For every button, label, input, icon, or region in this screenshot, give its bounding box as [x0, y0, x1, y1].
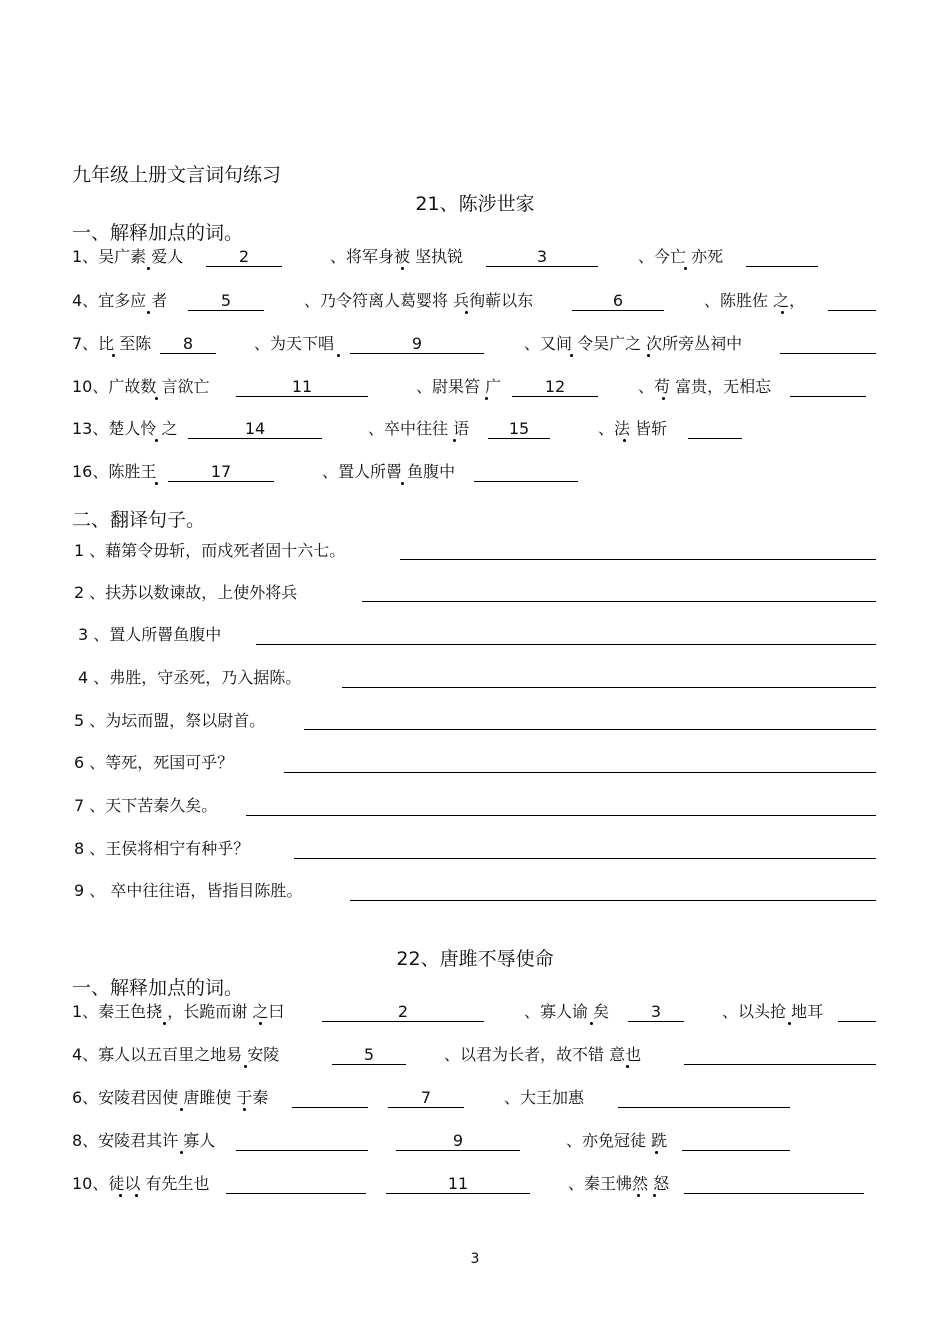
l21-q1-blank[interactable]: 2: [206, 247, 282, 267]
l21-q15-text: 、法 皆斩: [598, 419, 668, 438]
l21-q4-blank[interactable]: 5: [188, 291, 264, 311]
l22-q1-text: 1、秦王色挠 ，长跪而谢 之曰: [72, 1002, 285, 1021]
emphasis-dot: [684, 267, 687, 270]
l22-q8-text: 8、安陵君其许 寡人: [72, 1131, 216, 1150]
l22-q10-blank[interactable]: 11: [386, 1174, 530, 1194]
l21-q9-text: 、又间 令吴广之 次所旁丛祠中: [524, 334, 743, 353]
l21-q5-blank[interactable]: 6: [572, 291, 664, 311]
emphasis-dot: [163, 1022, 166, 1025]
emphasis-dot: [453, 439, 456, 442]
l22-q6-text: 6、安陵君因使 唐雎使 于秦: [72, 1088, 269, 1107]
l22-q2-text: 、寡人谕 矣: [524, 1002, 610, 1021]
emphasis-dot: [662, 397, 665, 400]
translate-sentence-9: 9 、 卒中往往语，皆指目陈胜。: [74, 881, 303, 900]
emphasis-dot: [590, 1022, 593, 1025]
l21-q12-text: 、苟 富贵，无相忘: [638, 377, 772, 396]
l21-q11-text: 、尉果笞 广: [416, 377, 502, 396]
l21-q2-blank[interactable]: 3: [486, 247, 598, 267]
answer-line[interactable]: [362, 600, 876, 602]
l21-q3-blank[interactable]: [746, 247, 818, 267]
l21-q3-text: 、今亡 亦死: [638, 247, 724, 266]
emphasis-dot: [155, 482, 158, 485]
l22-q3-text: 、以头抢 地耳: [722, 1002, 824, 1021]
emphasis-dot: [485, 397, 488, 400]
translate-sentence-2: 2 、扶苏以数谏故，上使外将兵: [74, 583, 298, 602]
l21-q16-text: 16、陈胜王: [72, 462, 157, 481]
emphasis-dot: [781, 311, 784, 314]
answer-line[interactable]: [350, 899, 876, 901]
answer-line[interactable]: [256, 643, 876, 645]
emphasis-dot: [337, 354, 340, 357]
emphasis-dot: [119, 1194, 122, 1197]
emphasis-dot: [243, 1108, 246, 1111]
l22-q7-text: 、大王加惠: [504, 1088, 585, 1107]
answer-line[interactable]: [342, 686, 876, 688]
l21-q6-blank[interactable]: [828, 291, 876, 311]
l21-q17-blank[interactable]: [474, 462, 578, 482]
answer-line[interactable]: [294, 857, 876, 859]
translate-sentence-7: 7 、天下苦秦久矣。: [74, 796, 218, 815]
emphasis-dot: [155, 439, 158, 442]
emphasis-dot: [155, 397, 158, 400]
l21-q14-blank[interactable]: 15: [488, 419, 550, 439]
l22-q11-text: 、秦王怫然 怒: [568, 1174, 670, 1193]
l21-q13-blank[interactable]: 14: [188, 419, 322, 439]
l22-q5-text: 、以君为长者，故不错 意也: [444, 1045, 642, 1064]
emphasis-dot: [655, 1151, 658, 1154]
emphasis-dot: [401, 482, 404, 485]
l21-q1-text: 1、吴广素 爱人: [72, 247, 184, 266]
emphasis-dot: [259, 1022, 262, 1025]
emphasis-dot: [465, 311, 468, 314]
l21-q2-text: 、将军身被 坚执锐: [330, 247, 464, 266]
l22-q10-text: 10、徒以 有先生也: [72, 1174, 210, 1193]
l22-q4-text: 4、寡人以五百里之地易 安陵: [72, 1045, 280, 1064]
answer-line[interactable]: [246, 814, 876, 816]
translate-sentence-3: 3 、置人所罾鱼腹中: [78, 625, 222, 644]
emphasis-dot: [623, 439, 626, 442]
emphasis-dot: [401, 267, 404, 270]
l21-q7-text: 7、比 至陈: [72, 334, 152, 353]
l21-q12-blank[interactable]: [790, 377, 866, 397]
doc-title: 九年级上册文言词句练习: [72, 164, 282, 186]
answer-line[interactable]: [400, 558, 876, 560]
l22-q8-gap: [236, 1131, 368, 1151]
emphasis-dot: [147, 267, 150, 270]
emphasis-dot: [647, 354, 650, 357]
l22-q8-blank[interactable]: 9: [396, 1131, 520, 1151]
l21-q8-blank[interactable]: 9: [350, 334, 484, 354]
emphasis-dot: [244, 1065, 247, 1068]
emphasis-dot: [112, 354, 115, 357]
l22-q5-blank[interactable]: [684, 1045, 876, 1065]
answer-line[interactable]: [304, 728, 876, 730]
emphasis-dot: [637, 1194, 640, 1197]
l21-q16-blank[interactable]: 17: [168, 462, 274, 482]
l21-q17-text: 、置人所罾 鱼腹中: [322, 462, 456, 481]
lesson-21-part1-heading: 一、解释加点的词。: [72, 222, 244, 244]
emphasis-dot: [180, 1151, 183, 1154]
answer-line[interactable]: [284, 771, 876, 773]
l21-q6-text: 、陈胜佐 之，: [704, 291, 806, 310]
l22-q1-blank[interactable]: 2: [322, 1002, 484, 1022]
l22-q9-blank[interactable]: [682, 1131, 790, 1151]
l21-q10-blank[interactable]: 11: [236, 377, 368, 397]
l21-q10-text: 10、广故数 言欲亡: [72, 377, 210, 396]
l22-q6-gap: [292, 1088, 368, 1108]
l22-q10-gap: [226, 1174, 366, 1194]
lesson-21-part2-heading: 二、翻译句子。: [72, 509, 206, 531]
emphasis-dot: [653, 1194, 656, 1197]
l21-q14-text: 、卒中往往 语: [368, 419, 470, 438]
emphasis-dot: [570, 354, 573, 357]
emphasis-dot: [626, 1065, 629, 1068]
l21-q9-blank[interactable]: [780, 334, 876, 354]
translate-sentence-5: 5 、为坛而盟，祭以尉首。: [74, 711, 266, 730]
page-number: 3: [470, 1251, 480, 1267]
l22-q6-blank[interactable]: 7: [388, 1088, 464, 1108]
lesson-22-title: 22、唐雎不辱使命: [396, 948, 554, 970]
l22-q11-blank[interactable]: [684, 1174, 864, 1194]
l21-q5-text: 、乃令符离人葛婴将 兵徇蕲以东: [304, 291, 534, 310]
translate-sentence-1: 1 、藉第令毋斩，而戍死者固十六七。: [74, 541, 346, 560]
l22-q3-blank[interactable]: [838, 1002, 876, 1022]
l21-q13-text: 13、楚人怜 之: [72, 419, 178, 438]
l21-q8-text: 、为天下唱: [254, 334, 335, 353]
l22-q9-text: 、亦免冠徒 跣: [566, 1131, 668, 1150]
emphasis-dot: [147, 311, 150, 314]
emphasis-dot: [180, 1108, 183, 1111]
l22-q7-blank[interactable]: [618, 1088, 790, 1108]
l22-q4-blank[interactable]: 5: [332, 1045, 406, 1065]
translate-sentence-4: 4 、弗胜，守丞死，乃入据陈。: [78, 668, 302, 687]
translate-sentence-6: 6 、等死，死国可乎？: [74, 753, 234, 772]
emphasis-dot: [788, 1022, 791, 1025]
lesson-21-title: 21、陈涉世家: [415, 193, 535, 215]
l21-q4-text: 4、宜多应 者: [72, 291, 168, 310]
l21-q15-blank[interactable]: [688, 419, 742, 439]
l21-q7-blank[interactable]: 8: [160, 334, 216, 354]
lesson-22-part1-heading: 一、解释加点的词。: [72, 977, 244, 999]
translate-sentence-8: 8 、王侯将相宁有种乎？: [74, 839, 250, 858]
emphasis-dot: [135, 1194, 138, 1197]
l22-q2-blank[interactable]: 3: [628, 1002, 684, 1022]
l21-q11-blank[interactable]: 12: [512, 377, 598, 397]
